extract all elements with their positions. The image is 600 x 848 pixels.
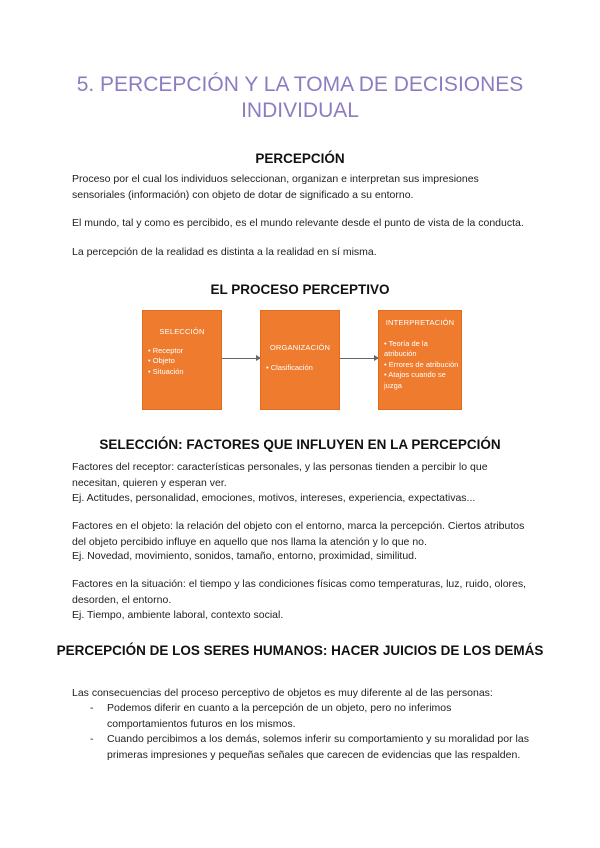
list-item: • Receptor: [148, 346, 221, 357]
heading-factores: SELECCIÓN: FACTORES QUE INFLUYEN EN LA PERCEPCIÓN: [99, 437, 501, 452]
paragraph-receptor-ejemplo: Ej. Actitudes, personalidad, emociones, motivos, intereses, experiencia, expectativas...: [72, 492, 476, 504]
box-organizacion: [260, 310, 340, 410]
arrow-2: [340, 358, 378, 359]
list-item: • Teoría de la atribución: [384, 339, 461, 360]
list-item: - Podemos diferir en cuanto a la percepción de un objeto, pero no inferimos comportamientos futuros en los mismos.: [72, 701, 532, 732]
paragraph-factores-objeto: Factores en el objeto: la relación del objeto con el entorno, marca la percepción. Ciertos atributos del objeto percibido influye en aquello que nos llama la atención y lo que no.: [72, 520, 525, 548]
page-title: 5. PERCEPCIÓN Y LA TOMA DE DECISIONES INDIVIDUAL: [76, 73, 524, 122]
list-item: • Errores de atribución: [384, 360, 461, 371]
heading-juicios: PERCEPCIÓN DE LOS SERES HUMANOS: HACER JUICIOS DE LOS DEMÁS: [56, 643, 544, 658]
box-interpretacion-list: [379, 339, 461, 392]
heading-proceso-perceptivo: EL PROCESO PERCEPTIVO: [210, 282, 390, 297]
paragraph-mundo: El mundo, tal y como es percibido, es el mundo relevante desde el punto de vista de la conducta.: [72, 217, 524, 229]
process-diagram: [142, 308, 462, 410]
box-organizacion-list: [261, 363, 339, 374]
paragraph-definicion: Proceso por el cual los individuos seleccionan, organizan e interpretan sus impresiones sensoriales (información) con objeto de dotar de significado a su entorno.: [72, 173, 479, 201]
paragraph-objeto-ejemplo: Ej. Novedad, movimiento, sonidos, tamaño, entorno, proximidad, similitud.: [72, 550, 417, 562]
box-organizacion-title: ORGANIZACIÓN: [269, 343, 331, 352]
box-interpretacion: [378, 310, 462, 410]
paragraph-consecuencias: Las consecuencias del proceso perceptivo de objetos es muy diferente al de las personas:: [72, 687, 493, 699]
consequences-list: [72, 701, 532, 763]
paragraph-situacion-ejemplo: Ej. Tiempo, ambiente laboral, contexto social.: [72, 609, 284, 621]
box-seleccion-list: [143, 346, 221, 378]
list-item: - Cuando percibimos a los demás, solemos inferir su comportamiento y su moralidad por las primeras impresiones y pequeñas señales que carecen de evidencias que las respalden.: [72, 732, 532, 763]
box-seleccion-title: SELECCIÓN: [159, 327, 205, 336]
arrow-1: [222, 358, 260, 359]
paragraph-factores-situacion: Factores en la situación: el tiempo y las condiciones físicas como temperaturas, luz, ruido, olores, desorden, el entorno.: [72, 578, 527, 606]
list-item: • Objeto: [148, 356, 221, 367]
box-seleccion: [142, 310, 222, 410]
box-interpretacion-title: INTERPRETACIÓN: [385, 318, 455, 327]
list-item: • Situación: [148, 367, 221, 378]
heading-percepcion: PERCEPCIÓN: [255, 151, 345, 166]
paragraph-factores-receptor: Factores del receptor: características personales, y las personas tienden a percibir lo que necesitan, quieren y esperan ver.: [72, 461, 488, 489]
paragraph-realidad: La percepción de la realidad es distinta a la realidad en sí misma.: [72, 246, 377, 258]
list-item: • Atajos cuando se juzga: [384, 370, 461, 391]
list-item: • Clasificación: [266, 363, 339, 374]
